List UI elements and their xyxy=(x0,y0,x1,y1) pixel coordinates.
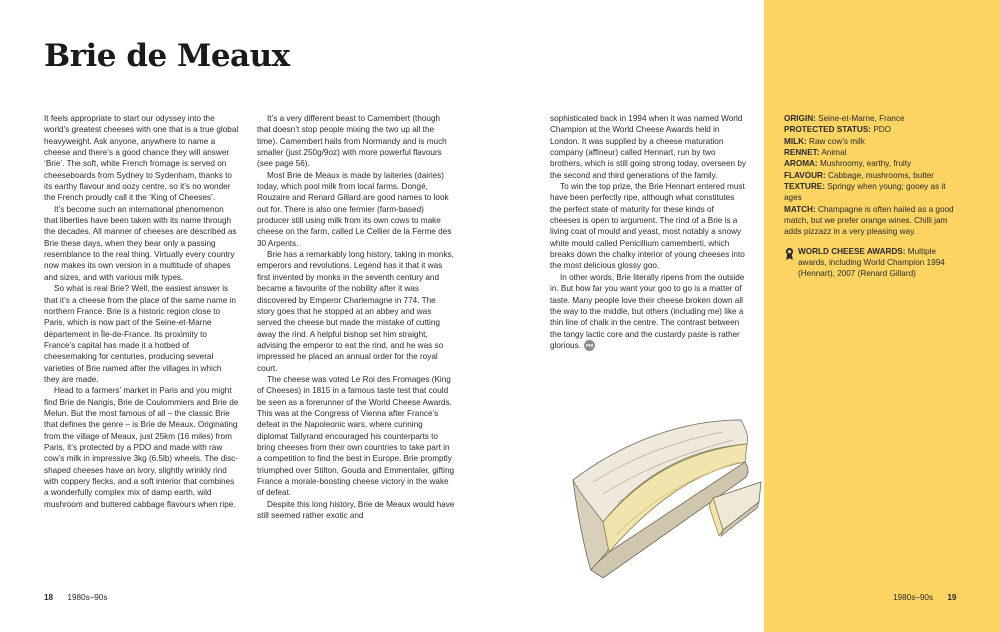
cheese-facts xyxy=(784,113,960,280)
fact-sidebar xyxy=(764,0,1000,632)
fact-value: Mushroomy, earthy, fruity xyxy=(819,159,912,169)
paragraph: sophisticated back in 1994 when it was named World Champion at the World Cheese Awards held in London. It was supplied by a cheese maturation company (affineur) called Hennart, run by two brothers, which is still going strong today, overseen by the second and third generations of the family. xyxy=(550,114,746,180)
paragraph-text: In other words, Brie literally ripens from the outside in. But how far you want your goo to go is a matter of taste. Many people love their cheese broken down all the way to the middle, but others (including me) like a thin line of chalk in the centre. The contrast between the tangy lactic core and the custardy paste is rather glorious. xyxy=(550,272,745,350)
brie-cheese-illustration xyxy=(563,402,763,582)
fact-key: ORIGIN: xyxy=(784,114,816,123)
paragraph: It’s become such an international phenomenon that liberties have been taken with its name through the decades. All manner of cheeses are described as Brie these days, when they bear only a passing resemblance to the real thing. Virtually every country now makes its own version in a multitude of shapes and sizes, and with various milk types. xyxy=(44,204,237,282)
paragraph: The cheese was voted Le Roi des Fromages (King of Cheeses) in 1815 in a famous taste test that could be seen as a forerunner of the World Cheese Awards. This was at the Congress of Vienna after France’s defeat in the Napoleonic wars, where cunning diplomat Tallyrand encouraged his counterparts to bring cheeses from their own countries to take part in a competition to find the best in Europe. Brie promptly triumphed over Stilton, Gouda and Emmentaler, gifting France a morale-boosting cheese victory in the wake of defeat. xyxy=(257,374,455,498)
paragraph: Despite this long history, Brie de Meaux would have still seemed rather exotic and xyxy=(257,499,455,521)
fact-value: PDO xyxy=(873,125,892,135)
fact-origin xyxy=(784,113,960,124)
fact-key: MATCH: xyxy=(784,204,816,214)
fact-value: Animal xyxy=(821,148,847,158)
page-number: 19 xyxy=(947,593,957,602)
fact-awards xyxy=(784,246,960,280)
body-column-3 xyxy=(550,113,746,351)
fact-value: Springy when young; gooey as it ages xyxy=(784,182,946,203)
footer-left xyxy=(44,593,107,602)
fact-flavour xyxy=(784,170,960,181)
author-initials-badge: PM xyxy=(584,340,595,351)
fact-value: Multiple awards, including World Champion 1994 (Hennart), 2007 (Renard Gillard) xyxy=(798,246,945,279)
fact-protected-status xyxy=(784,124,960,135)
section-label: 1980s–90s xyxy=(893,593,934,602)
paragraph: It feels appropriate to start our odyssey into the world’s greatest cheeses with one that is a true global heavyweight. Ask anyone, anywhere to name a cheese and there’s a good chance they will answer ‘Brie’. The soft, white French fromage is served on cheeseboards from Sydney to Sydenham, thanks to its earthy flavour and oozy centre, so it’s no wonder the French proudly call it the ‘King of Cheeses’. xyxy=(44,114,239,203)
paragraph: Most Brie de Meaux is made by laiteries (dairies) today, which pool milk from local farms. Dongé, Rouzaire and Renard Gillard are good names to look out for. There is also one fermier (farm-based) producer still using milk from its own cows to make cheese on the farm, called Le Cellier de la Ferme des 30 Arpents. xyxy=(257,170,452,248)
medal-icon xyxy=(784,247,795,261)
paragraph: Brie has a remarkably long history, taking in monks, emperors and revolutions. Legend has it that it was first invented by monks in the seventh century and became a favourite of the nobility after it was discovered by Emperor Charlemagne in 774. The story goes that he stopped at an abbey and was served the cheese but made the mistake of cutting away the rind. A helpful bishop set him straight, advising the emperor to eat the rind, and he was so impressed he placed an annual order for the royal court. xyxy=(257,250,454,373)
paragraph: It’s a very different beast to Camembert (though that doesn’t stop people mixing the two up all the time). Camembert hails from Normandy and is much smaller (just 250g/9oz) with more powerful flavours (see page 56). xyxy=(257,114,447,169)
page-number: 18 xyxy=(44,593,54,602)
fact-key: TEXTURE: xyxy=(784,182,825,192)
footer-right xyxy=(893,593,956,602)
fact-value: Champagne is often hailed as a good match, but we prefer orange wines. Chilli jam adds pizzazz in a very pleasing way. xyxy=(784,204,954,237)
paragraph: So what is real Brie? Well, the easiest answer is that it’s a cheese from the place of the same name in northern France. Brie is a historic region close to Paris, which is now part of the Seine-et-Marne département in Île-de-France. Its proximity to France’s capital has made it a hotbed of cheesemaking for centuries, producing several varieties of Brie named after the villages in which they are made. xyxy=(44,284,236,384)
fact-key: RENNET: xyxy=(784,148,820,158)
body-column-2 xyxy=(257,113,455,521)
fact-value: Raw cow’s milk xyxy=(809,136,865,146)
page-title: Brie de Meaux xyxy=(44,38,290,74)
fact-aroma xyxy=(784,158,960,169)
fact-key: WORLD CHEESE AWARDS: xyxy=(798,246,906,256)
paragraph: Head to a farmers’ market in Paris and you might find Brie de Nangis, Brie de Coulommiers and Brie de Melun. But the most famous of all – the classic Brie that defines the genre – is Brie de Meaux. Originating from the village of Meaux, just 25km (16 miles) from Paris, it’s protected by a PDO and made with raw cow’s milk in impressive 3kg (6.5lb) wheels. The disc-shaped cheeses have an ivory, slightly wrinkly rind with coppery flecks, and a soft interior that combines a wonderfully complex mix of damp earth, wild mushroom and buttered cabbage flavours when ripe. xyxy=(44,386,239,509)
paragraph: To win the top prize, the Brie Hennart entered must have been perfectly ripe, although what constitutes the perfect state of maturity for these kinds of cheeses is open to argument. The rind of a Brie is a living coat of mould and yeast, most notably a snowy white mould called Penicillium camemberti, which breaks down the chalky interior of young cheeses into the most delicious glossy goo. xyxy=(550,182,745,271)
fact-value: Seine-et-Marne, France xyxy=(818,114,905,123)
fact-milk xyxy=(784,136,960,147)
fact-rennet xyxy=(784,147,960,158)
fact-value: Cabbage, mushrooms, butter xyxy=(827,170,935,180)
section-label: 1980s–90s xyxy=(67,593,108,602)
fact-texture xyxy=(784,181,960,204)
fact-match xyxy=(784,204,960,238)
paragraph xyxy=(550,272,746,351)
award-text xyxy=(798,246,960,280)
fact-key: FLAVOUR: xyxy=(784,170,826,180)
fact-key: AROMA: xyxy=(784,159,818,169)
body-column-1 xyxy=(44,113,239,510)
fact-key: MILK: xyxy=(784,136,807,146)
fact-key: PROTECTED STATUS: xyxy=(784,125,872,135)
